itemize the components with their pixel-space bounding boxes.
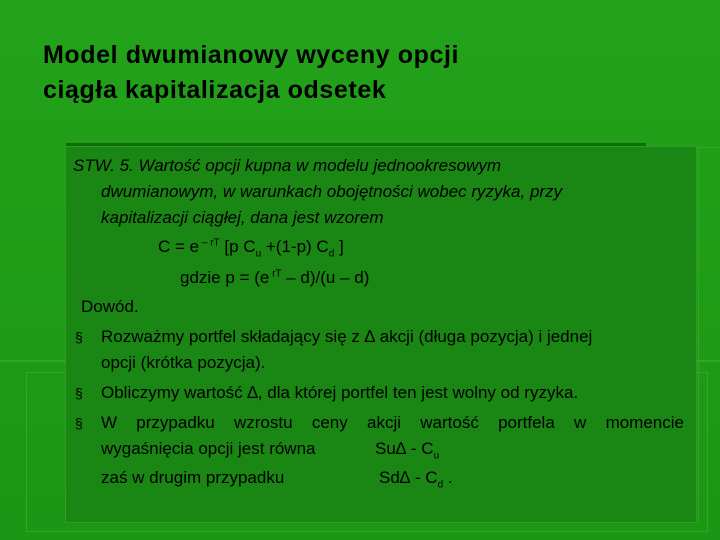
word: ceny	[311, 413, 348, 432]
bullet-1-line-2: opcji (krótka pozycja).	[101, 353, 266, 372]
expr-down-end: .	[443, 468, 453, 487]
formula-probability	[180, 267, 369, 289]
title-line-1: Model dwumianowy wyceny opcji	[43, 41, 460, 69]
formula2-exponent: rT	[269, 268, 282, 280]
formula-exponent: – rT	[199, 237, 220, 249]
word: akcji	[366, 413, 401, 432]
bullet-marker-1: §	[75, 329, 83, 345]
word: przypadku	[136, 413, 215, 432]
expr-up: Su∆ - C	[375, 439, 434, 458]
bullet-3-line-1	[101, 412, 684, 434]
formula2-pre: gdzie p = (e	[180, 268, 270, 287]
bullet-3-line-2-expr	[375, 438, 439, 460]
word: portfela	[498, 413, 555, 432]
proof-label: Dowód.	[81, 297, 139, 316]
word: w	[574, 413, 587, 432]
bullet-marker-2: §	[75, 385, 83, 401]
decorative-right-edge	[698, 147, 720, 523]
statement-line-3: kapitalizacji ciągłej, dana jest wzorem	[101, 208, 384, 227]
slide-title	[43, 38, 683, 108]
formula2-post: – d)/(u – d)	[281, 268, 370, 287]
word: W	[101, 413, 118, 432]
word: wartość	[420, 413, 479, 432]
case2-text: zaś w drugim przypadku	[101, 468, 285, 487]
formula-call-price	[158, 236, 344, 258]
bullet-marker-3: §	[75, 415, 83, 431]
word: momencie	[605, 413, 684, 432]
case2-expr	[379, 467, 453, 489]
expr-down-sub: d	[437, 479, 444, 491]
formula-sub-u: u	[255, 248, 262, 260]
expr-up-sub: u	[433, 450, 440, 462]
formula-sub-d: d	[328, 248, 335, 260]
bullet-1-line-1: Rozważmy portfel składający się z ∆ akcji (długa pozycja) i jednej	[101, 327, 593, 346]
bullet-3-line-2-text: wygaśnięcia opcji jest równa	[101, 439, 316, 458]
formula-mid: [p C	[219, 237, 256, 256]
word: wzrostu	[233, 413, 293, 432]
statement-line-1: STW. 5. Wartość opcji kupna w modelu jednookresowym	[73, 156, 502, 175]
bullet-2-line-1: Obliczymy wartość ∆, dla której portfel ten jest wolny od ryzyka.	[101, 383, 579, 402]
formula-mid2: +(1-p) C	[261, 237, 329, 256]
statement-line-2: dwumianowym, w warunkach obojętności wobec ryzyka, przy	[101, 182, 563, 201]
formula-end: ]	[334, 237, 344, 256]
expr-down: Sd∆ - C	[379, 468, 438, 487]
formula-lhs: C = e	[158, 237, 200, 256]
title-line-2: ciągła kapitalizacja odsetek	[43, 76, 387, 104]
